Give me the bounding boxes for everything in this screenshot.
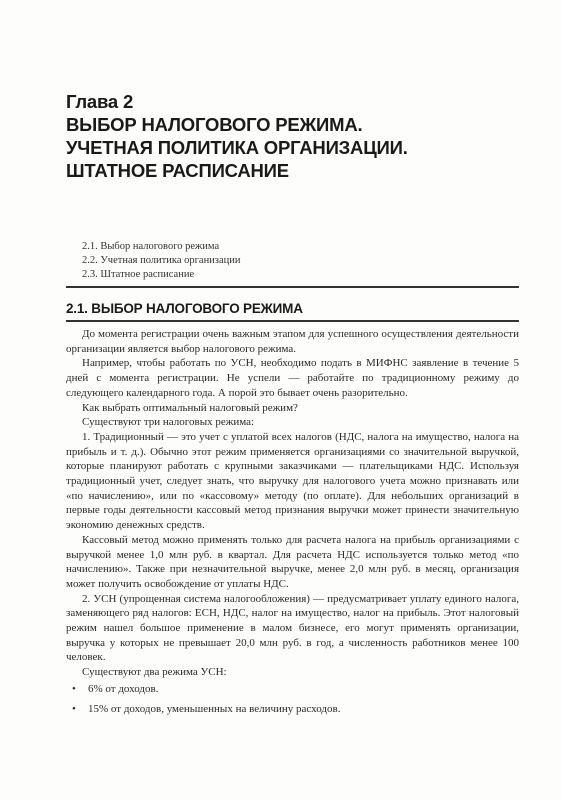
list-item-text: 6% от доходов. bbox=[88, 682, 159, 695]
section-divider-bottom bbox=[66, 320, 519, 322]
table-of-contents bbox=[82, 240, 482, 282]
section-divider-top bbox=[66, 286, 519, 288]
list-item-text: 15% от доходов, уменьшенных на величину расходов. bbox=[88, 702, 341, 715]
paragraph-1: До момента регистрации очень важным этапом для успешного осуществления деятельности организации является выбор налогового режима. bbox=[66, 328, 519, 355]
bullet-icon: • bbox=[72, 702, 76, 715]
section-title: 2.1. ВЫБОР НАЛОГОВОГО РЕЖИМА bbox=[66, 301, 303, 316]
paragraph-2: Например, чтобы работать по УСН, необходимо подать в МИФНС заявление в течение 5 дней с момента регистрации. Не успели — работайте по традиционному режиму до следующего календарного года. А порой это бывает очень разорительно. bbox=[66, 357, 519, 399]
chapter-title-line-2: УЧЕТНАЯ ПОЛИТИКА ОРГАНИЗАЦИИ. bbox=[66, 137, 408, 158]
paragraph-6: Кассовый метод можно применять только для расчета налога на прибыль организациями с выручкой менее 1,0 млн руб. в квартал. Для расчета НДС используется только метод «по начислению». Также при незначительной выручке, менее 2,0 млн руб. в месяц, организация может получить освобождение от уплаты НДС. bbox=[66, 533, 519, 590]
paragraph-3: Как выбрать оптимальный налоговый режим? bbox=[82, 401, 298, 414]
paragraph-8: Существуют два режима УСН: bbox=[82, 666, 227, 679]
list-item bbox=[66, 682, 519, 697]
toc-item-2-3: 2.3. Штатное расписание bbox=[82, 269, 195, 280]
chapter-header bbox=[66, 90, 526, 182]
toc-item-2-1: 2.1. Выбор налогового режима bbox=[82, 241, 220, 252]
bullet-icon: • bbox=[72, 682, 76, 695]
chapter-label: Глава 2 bbox=[66, 91, 134, 112]
bullet-list bbox=[66, 682, 519, 716]
toc-item-2-2: 2.2. Учетная политика организации bbox=[82, 255, 241, 266]
list-item bbox=[66, 702, 519, 717]
paragraph-7: 2. УСН (упрощенная система налогообложения) — предусматривает уплату единого налога, заменяющего ряд налогов: ЕСН, НДС, налог на имущество, налог на прибыль. Этот налоговый режим нашел большое применение в малом бизнесе, его могут применять организации, выручка у которых не превышает 20,0 млн руб. в год, а численность работников менее 100 человек. bbox=[66, 592, 519, 664]
paragraph-4: Существуют три налоговых режима: bbox=[82, 416, 255, 429]
paragraph-5: 1. Традиционный — это учет с уплатой всех налогов (НДС, налога на имущество, налога на прибыль и т. д.). Обычно этот режим применяется организациями со значительной выручкой, которые планируют работать с крупными заказчиками — плательщиками НДС. Используя традиционный учет, следует знать, что выручку для налогового учета можно признавать или «по начислению», или по «кассовому» методу (по оплате). Для небольших организаций в первые годы деятельности кассовый метод признания выручки может принести значительную экономию денежных средств. bbox=[66, 430, 519, 532]
chapter-title-line-3: ШТАТНОЕ РАСПИСАНИЕ bbox=[66, 160, 289, 181]
chapter-title-line-1: ВЫБОР НАЛОГОВОГО РЕЖИМА. bbox=[66, 114, 363, 135]
section-body bbox=[66, 327, 519, 721]
